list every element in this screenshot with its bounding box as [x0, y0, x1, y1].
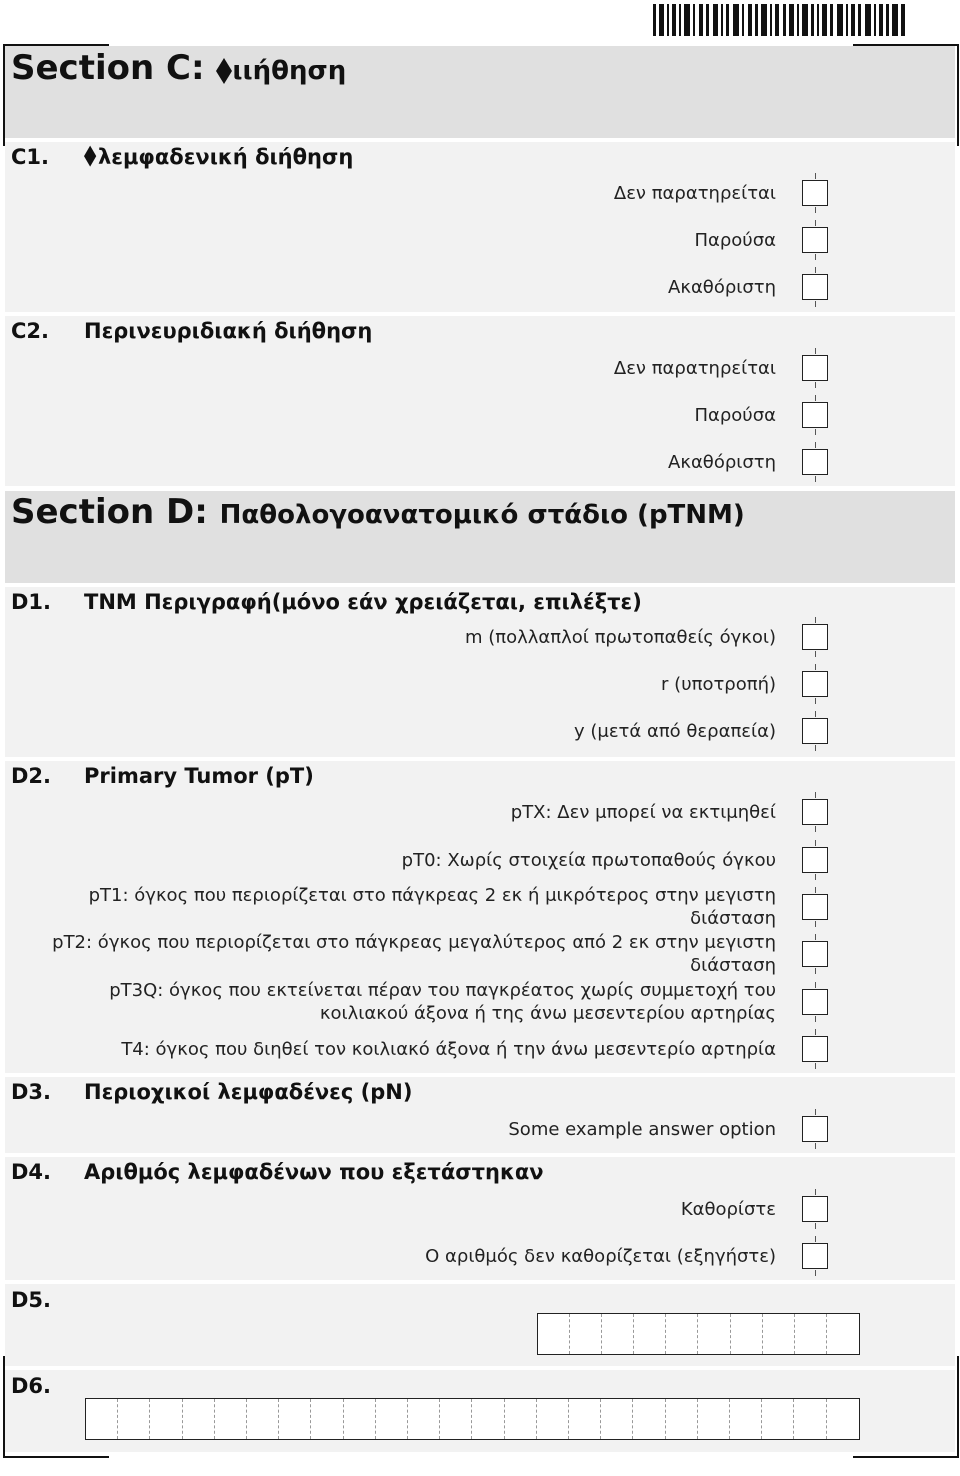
d2-option-label: pTX: Δεν μπορεί να εκτιμηθεί — [510, 802, 776, 823]
question-d5-number: D5. — [11, 1288, 52, 1312]
d6-text-entry[interactable] — [85, 1398, 860, 1440]
question-d3-number: D3. — [11, 1080, 52, 1104]
d5-digit-entry[interactable] — [537, 1313, 860, 1355]
d2-option-checkbox[interactable] — [802, 1036, 828, 1062]
d3-option-checkbox[interactable] — [802, 1116, 828, 1142]
d1-option-label: m (πολλαπλοί πρωτοπαθείς όγκοι) — [464, 627, 776, 648]
question-d4-number: D4. — [11, 1160, 52, 1184]
d2-option-label: pT3Q: όγκος που εκτείνεται πέραν του παγκρέατος χωρίς συμμετοχή του κοιλιακού άξονα ή της άνω μεσεντερίου αρτηρίας — [109, 980, 776, 1024]
question-d3-title: Περιοχικοί λεμφαδένες (pN) — [84, 1080, 413, 1104]
d2-option-checkbox[interactable] — [802, 941, 828, 967]
question-d1-number: D1. — [11, 590, 52, 614]
missing-glyph-icon — [216, 58, 232, 84]
d1-option-checkbox[interactable] — [802, 718, 828, 744]
section-c-title — [11, 48, 346, 88]
d1-option-checkbox[interactable] — [802, 671, 828, 697]
question-d2-number: D2. — [11, 764, 52, 788]
d3-option-label: Some example answer option — [508, 1119, 776, 1140]
d2-option-label: pT2: όγκος που περιορίζεται στο πάγκρεας μεγαλύτερος από 2 εκ στην μεγιστη διάσταση — [52, 932, 776, 976]
c2-option-checkbox[interactable] — [802, 355, 828, 381]
c1-option-checkbox[interactable] — [802, 180, 828, 206]
question-d2-title: Primary Tumor (pT) — [84, 764, 314, 788]
question-c1-number: C1. — [11, 145, 50, 169]
d2-option-checkbox[interactable] — [802, 799, 828, 825]
barcode — [653, 4, 907, 36]
c2-option-label: Ακαθόριστη — [668, 452, 776, 473]
question-d1-title: TNM Περιγραφή(μόνο εάν χρειάζεται, επιλέξτε) — [84, 590, 642, 614]
c1-option-label: Δεν παρατηρείται — [613, 183, 776, 204]
section-d-subtitle: Παθολογοανατομικό στάδιο (pTNM) — [219, 500, 745, 530]
c1-option-label: Ακαθόριστη — [668, 277, 776, 298]
c1-option-checkbox[interactable] — [802, 274, 828, 300]
section-c-label: Section C: — [11, 48, 205, 88]
d1-option-label: r (υποτροπή) — [661, 674, 776, 695]
question-c2-title: Περινευριδιακή διήθηση — [84, 319, 373, 343]
section-c-subtitle: ιιήθηση — [232, 56, 347, 86]
c1-option-label: Παρούσα — [694, 230, 776, 251]
d2-option-checkbox[interactable] — [802, 847, 828, 873]
d4-option-label: Καθορίστε — [680, 1199, 776, 1220]
section-d-label: Section D: — [11, 492, 208, 532]
missing-glyph-icon — [84, 145, 98, 169]
question-c1-title — [84, 145, 353, 169]
question-c1-label: λεμφαδενική διήθηση — [98, 145, 354, 169]
c2-option-checkbox[interactable] — [802, 402, 828, 428]
d2-option-label: T4: όγκος που διηθεί τον κοιλιακό άξονα ή την άνω μεσεντερίο αρτηρία — [121, 1039, 776, 1060]
d1-option-label: y (μετά από θεραπεία) — [573, 721, 776, 742]
d4-option-checkbox[interactable] — [802, 1243, 828, 1269]
question-c2-number: C2. — [11, 319, 50, 343]
d2-option-label: pT1: όγκος που περιορίζεται στο πάγκρεας 2 εκ ή μικρότερος στην μεγιστη διάσταση — [88, 885, 776, 929]
question-d4-title: Αριθμός λεμφαδένων που εξετάστηκαν — [84, 1160, 544, 1184]
c1-option-checkbox[interactable] — [802, 227, 828, 253]
c2-option-checkbox[interactable] — [802, 449, 828, 475]
section-d-title — [11, 492, 745, 532]
d4-option-label: Ο αριθμός δεν καθορίζεται (εξηγήστε) — [425, 1246, 776, 1267]
c2-option-label: Παρούσα — [694, 405, 776, 426]
question-d6-number: D6. — [11, 1374, 52, 1398]
c2-option-label: Δεν παρατηρείται — [613, 358, 776, 379]
d2-option-checkbox[interactable] — [802, 989, 828, 1015]
d2-option-label: pT0: Χωρίς στοιχεία πρωτοπαθούς όγκου — [401, 850, 776, 871]
d1-option-checkbox[interactable] — [802, 624, 828, 650]
d4-option-checkbox[interactable] — [802, 1196, 828, 1222]
d2-option-checkbox[interactable] — [802, 894, 828, 920]
